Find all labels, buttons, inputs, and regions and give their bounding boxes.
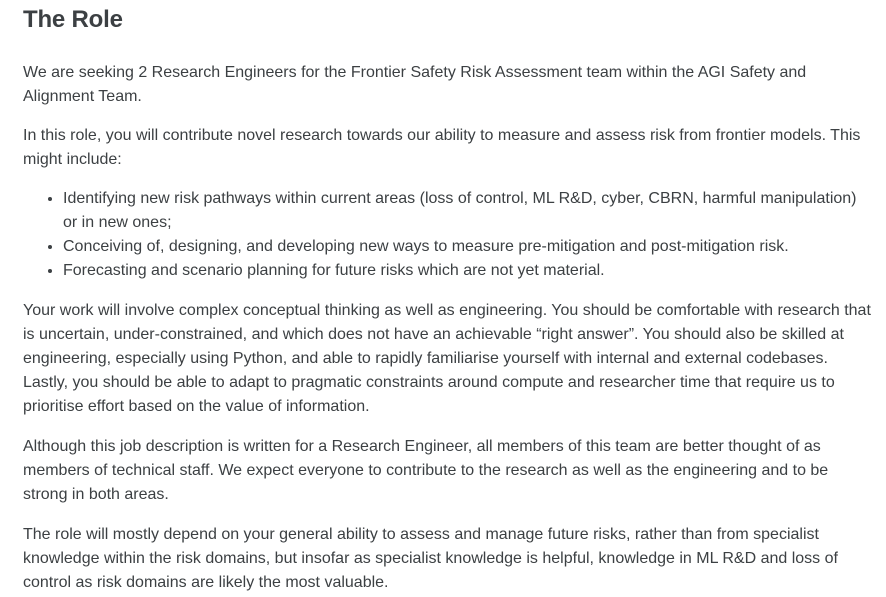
list-item: • Identifying new risk pathways within current areas (loss of control, ML R&D, cyber, CBRN, harmful manipulation) or in new ones; bbox=[63, 187, 874, 235]
list-item: • Conceiving of, designing, and developing new ways to measure pre-mitigation and post-mitigation risk. bbox=[63, 235, 874, 259]
work-paragraph: Your work will involve complex conceptual thinking as well as engineering. You should be comfortable with research that is uncertain, under-constrained, and which does not have an achievable “right answer”. You should also be skilled at engineering, especially using Python, and able to rapidly familiarise yourself with internal and external codebases. Lastly, you should be able to adapt to pragmatic constraints around compute and researcher time that require us to prioritise effort based on the value of information. bbox=[23, 302, 871, 415]
intro-paragraph: We are seeking 2 Research Engineers for the Frontier Safety Risk Assessment team within the AGI Safety and Alignment Team. bbox=[23, 64, 807, 105]
section-title: The Role bbox=[23, 6, 123, 33]
responsibility-list bbox=[23, 187, 874, 283]
ability-paragraph: The role will mostly depend on your general ability to assess and manage future risks, rather than from specialist knowledge within the risk domains, but insofar as specialist knowledge is helpful, knowledge in ML R&D and loss of control as risk domains are likely the most valuable. bbox=[23, 526, 838, 591]
contribution-paragraph: In this role, you will contribute novel research towards our ability to measure and assess risk from frontier models. This might include: bbox=[23, 127, 861, 168]
list-item: • Forecasting and scenario planning for future risks which are not yet material. bbox=[63, 259, 874, 283]
team-paragraph: Although this job description is written for a Research Engineer, all members of this team are better thought of as members of technical staff. We expect everyone to contribute to the research as well as the engineering and to be strong in both areas. bbox=[23, 438, 829, 503]
